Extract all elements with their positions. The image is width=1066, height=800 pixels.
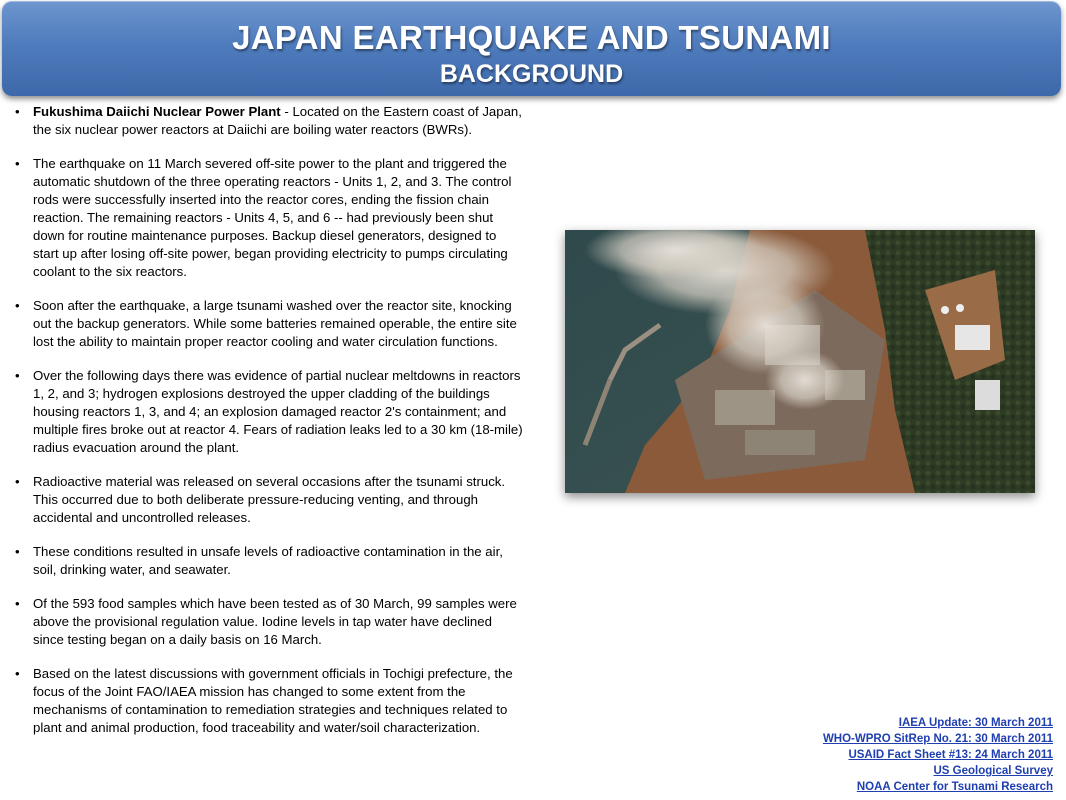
bullet-item: • Based on the latest discussions with government officials in Tochigi prefecture, the focus of the Joint FAO/IAEA mission has changed to some extent from the mechanisms of contamination to remediation strategies and techniques related to plant and animal production, food traceability and water/soil characterization. — [15, 666, 513, 735]
source-link-noaa[interactable]: NOAA Center for Tsunami Research — [856, 781, 1053, 793]
bullet-text: - Located on the Eastern coast of Japan, the six nuclear power reactors at Daiichi are boiling water reactors (BWRs). — [33, 104, 522, 137]
page-subtitle: BACKGROUND — [439, 60, 624, 88]
bullet-text: Of the 593 food samples which have been tested as of 30 March, 99 samples were above the provisional regulation value. Iodine levels in tap water have declined since testing began on a daily basis on 16 March. — [33, 596, 517, 647]
source-link-usaid[interactable]: USAID Fact Sheet #13: 24 March 2011 — [848, 749, 1053, 761]
bullet-text: The earthquake on 11 March severed off-site power to the plant and triggered the automatic shutdown of the three operating reactors - Units 1, 2, and 3. The control rods were successfully inserted into the reactor cores, ending the fission chain reaction. The remaining reactors - Units 4, 5, and 6 -- had previously been shut down for routine maintenance purposes. Backup diesel generators, designed to start up after losing off-site power, began providing electricity to pumps circulating coolant to the six reactors. — [33, 156, 512, 279]
bullet-item: • Soon after the earthquake, a large tsunami washed over the reactor site, knocking out the backup generators. While some batteries remained operable, the entire site lost the ability to maintain proper reactor cooling and water circulation functions. — [15, 298, 517, 349]
source-links — [823, 715, 1053, 795]
bullet-item: • These conditions resulted in unsafe levels of radioactive contamination in the air, soil, drinking water, and seawater. — [15, 544, 503, 577]
page-title: JAPAN EARTHQUAKE AND TSUNAMI — [232, 19, 831, 56]
bullet-text: Radioactive material was released on several occasions after the tsunami struck. This occurred due to both deliberate pressure-reducing venting, and through accidental and uncontrolled releases. — [33, 474, 506, 525]
source-link-who[interactable]: WHO-WPRO SitRep No. 21: 30 March 2011 — [822, 733, 1053, 745]
source-link-usgs[interactable]: US Geological Survey — [933, 765, 1053, 777]
bullet-text: Soon after the earthquake, a large tsunami washed over the reactor site, knocking out the backup generators. While some batteries remained operable, the entire site lost the ability to maintain proper reactor cooling and water circulation functions. — [33, 298, 517, 349]
title-banner — [2, 1, 1061, 96]
bullet-text: Over the following days there was evidence of partial nuclear meltdowns in reactors 1, 2, and 3; hydrogen explosions destroyed the upper cladding of the buildings housing reactors 1, 3, and 4; an explosion damaged reactor 2's containment; and multiple fires broke out at reactor 4. Fears of radiation leaks led to a 30 km (18-mile) radius evacuation around the plant. — [33, 368, 523, 455]
source-link-iaea[interactable]: IAEA Update: 30 March 2011 — [898, 717, 1053, 729]
bullet-list — [15, 103, 525, 753]
bullet-item: • Fukushima Daiichi Nuclear Power Plant - Located on the Eastern coast of Japan, the six nuclear power reactors at Daiichi are boiling water reactors (BWRs). — [15, 104, 522, 137]
bullet-text: These conditions resulted in unsafe levels of radioactive contamination in the air, soil, drinking water, and seawater. — [33, 544, 503, 577]
bullet-item: • Of the 593 food samples which have been tested as of 30 March, 99 samples were above the provisional regulation value. Iodine levels in tap water have declined since testing began on a daily basis on 16 March. — [15, 596, 517, 647]
bullet-bold-lead: Fukushima Daiichi Nuclear Power Plant — [33, 104, 281, 119]
bullet-item: • Radioactive material was released on several occasions after the tsunami struck. This occurred due to both deliberate pressure-reducing venting, and through accidental and uncontrolled releases. — [15, 474, 506, 525]
aerial-photo-fukushima-plant — [565, 230, 1035, 493]
bullet-text: Based on the latest discussions with government officials in Tochigi prefecture, the focus of the Joint FAO/IAEA mission has changed to some extent from the mechanisms of contamination to remediation strategies and techniques related to plant and animal production, food traceability and water/soil characterization. — [33, 666, 513, 735]
bullet-item: • Over the following days there was evidence of partial nuclear meltdowns in reactors 1, 2, and 3; hydrogen explosions destroyed the upper cladding of the buildings housing reactors 1, 3, and 4; an explosion damaged reactor 2's containment; and multiple fires broke out at reactor 4. Fears of radiation leaks led to a 30 km (18-mile) radius evacuation around the plant. — [15, 368, 523, 455]
bullet-item: • The earthquake on 11 March severed off-site power to the plant and triggered the automatic shutdown of the three operating reactors - Units 1, 2, and 3. The control rods were successfully inserted into the reactor cores, ending the fission chain reaction. The remaining reactors - Units 4, 5, and 6 -- had previously been shut down for routine maintenance purposes. Backup diesel generators, designed to start up after losing off-site power, began providing electricity to pumps circulating coolant to the six reactors. — [15, 156, 512, 279]
